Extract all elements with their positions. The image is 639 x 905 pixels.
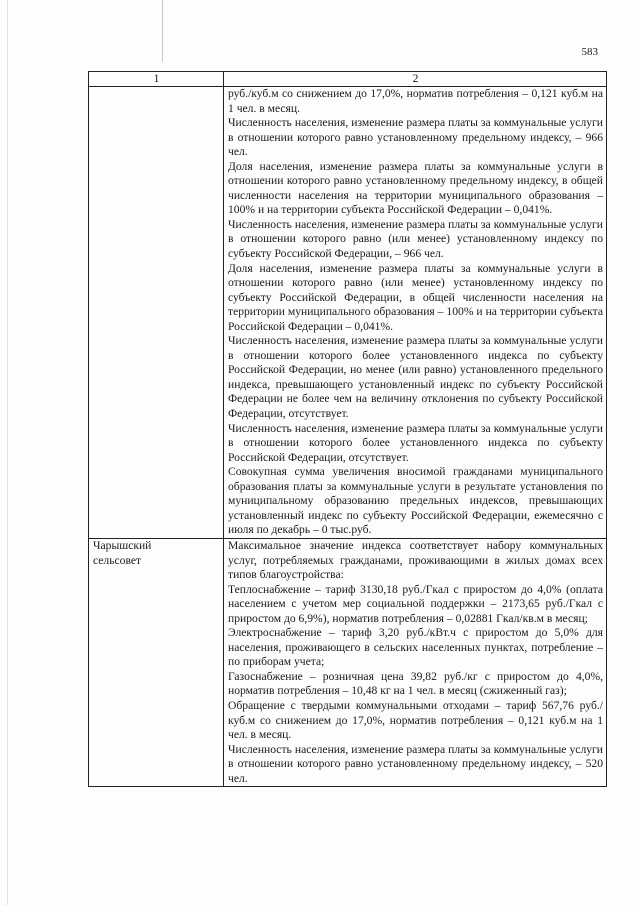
page-number: 583 [581, 46, 598, 58]
column-header-1: 1 [89, 72, 224, 87]
scan-artifact-line [7, 0, 8, 905]
paragraph: Максимальное значение индекса соответствует набору коммунальных услуг, потребляемых гражданами, проживающими в жилых домах всех типов благоустройства: [228, 538, 603, 582]
municipality-name-cell: Чарышский сельсовет [89, 538, 224, 786]
description-cell [224, 87, 607, 539]
scan-artifact-line [162, 0, 163, 62]
paragraph: Численность населения, изменение размера платы за коммунальные услуги в отношении которого равно (или менее) установленному индексу по субъекту Российской Федерации, – 966 чел. [228, 217, 603, 261]
paragraph: руб./куб.м со снижением до 17,0%, норматив потребления – 0,121 куб.м на 1 чел. в месяц. [228, 87, 603, 115]
paragraph: Численность населения, изменение размера платы за коммунальные услуги в отношении которого равно установленному предельному индексу, – 520 чел. [228, 742, 603, 785]
municipality-name-cell [89, 87, 224, 539]
paragraph: Доля населения, изменение размера платы за коммунальные услуги в отношении которого равно (или менее) установленному индексу по субъекту Российской Федерации, в общей численности населения на территории муниципального образования – 100% и на территории субъекта Российской Федерации – 0,041%. [228, 261, 603, 333]
paragraph: Численность населения, изменение размера платы за коммунальные услуги в отношении которого равно установленному предельному индексу, – 966 чел. [228, 116, 603, 159]
paragraph: Газоснабжение – розничная цена 39,82 руб./кг с приростом до 4,0%, норматив потребления – 10,48 кг на 1 чел. в месяц (сжиженный газ); [228, 669, 603, 698]
paragraph: Теплоснабжение – тариф 3130,18 руб./Гкал с приростом до 4,0% (оплата населением с учетом мер социальной поддержки – 2173,65 руб./Гкал с приростом до 6,9%), норматив потребления – 0,02881 Гкал/кв.м в месяц; [228, 582, 603, 625]
table-row [89, 538, 607, 786]
document-table [88, 71, 607, 787]
table-row [89, 87, 607, 539]
column-header-2: 2 [224, 72, 607, 87]
description-cell [224, 538, 607, 786]
paragraph: Обращение с твердыми коммунальными отходами – тариф 567,76 руб./куб.м со снижением до 17,0%, норматив потребления – 0,121 куб.м на 1 чел. в месяц. [228, 698, 603, 742]
table-header-row [89, 72, 607, 87]
paragraph: Совокупная сумма увеличения вносимой гражданами муниципального образования платы за коммунальные услуги в результате установления по муниципальному образованию предельных индексов, превышающих установленный индекс по субъекту Российской Федерации, ежемесячно с июля по декабрь – 0 тыс.руб. [228, 465, 603, 537]
paragraph: Доля населения, изменение размера платы за коммунальные услуги в отношении которого равно установленному предельному индексу, в общей численности населения на территории муниципального образования – 100% и на территории субъекта Российской Федерации – 0,041%. [228, 159, 603, 217]
paragraph: Электроснабжение – тариф 3,20 руб./кВт.ч с приростом до 5,0% для населения, проживающего в сельских населенных пунктах, потребление – по приборам учета; [228, 626, 603, 669]
paragraph: Численность населения, изменение размера платы за коммунальные услуги в отношении которого более установленного индекса по субъекту Российской Федерации, отсутствует. [228, 421, 603, 464]
paragraph: Численность населения, изменение размера платы за коммунальные услуги в отношении которого более установленного индекса по субъекту Российской Федерации, но менее (или равно) установленного предельного индекса, превышающего установленный индекс по субъекту Российской Федерации не более чем на величину отклонения по субъекту Российской Федерации, отсутствует. [228, 334, 603, 421]
